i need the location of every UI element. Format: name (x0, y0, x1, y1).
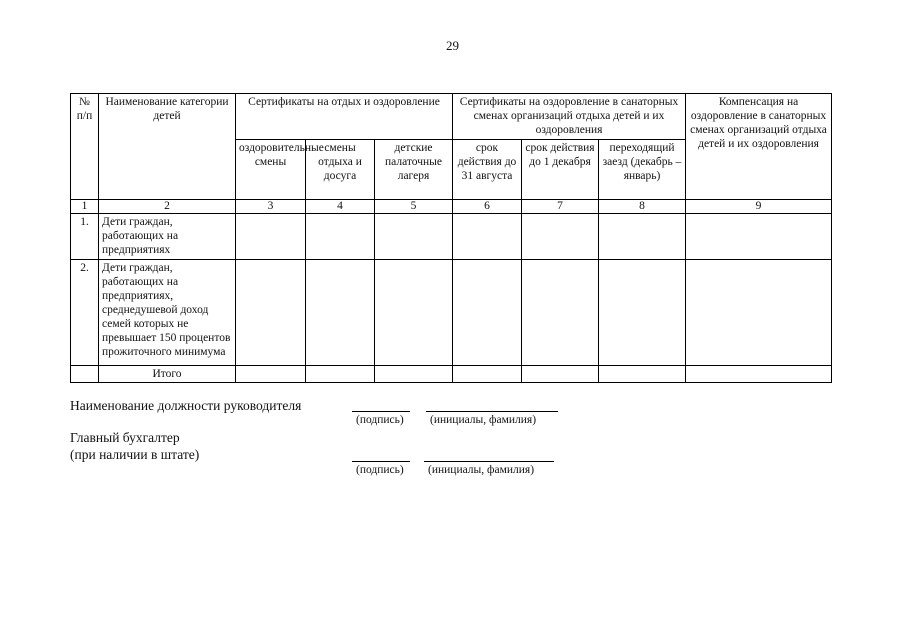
column-number: 2 (99, 200, 236, 214)
column-number-row (71, 200, 832, 214)
table-cell (71, 366, 99, 383)
header-num: № п/п (71, 94, 99, 200)
total-row (71, 366, 832, 383)
header-sub-leisure-shifts: смены отдыха и досуга (306, 140, 375, 200)
header-sub-tent-camps: детские палаточные лагеря (375, 140, 453, 200)
header-group-sanatorium: Сертификаты на оздоровление в санаторных сменах организаций отдыха детей и их оздоровления (453, 94, 686, 140)
table-cell (236, 260, 306, 366)
table-cell (236, 366, 306, 383)
column-number: 8 (599, 200, 686, 214)
header-sub-until-dec: срок действия до 1 декабря (522, 140, 599, 200)
table-cell (306, 260, 375, 366)
table-cell (236, 214, 306, 260)
row-number: 1. (71, 214, 99, 260)
table-cell (453, 260, 522, 366)
header-group-rest: Сертификаты на отдых и оздоровление (236, 94, 453, 140)
table-row (71, 260, 832, 366)
column-number: 1 (71, 200, 99, 214)
head-name-caption: (инициалы, фамилия) (430, 414, 537, 426)
page-number: 29 (446, 38, 459, 53)
column-number: 5 (375, 200, 453, 214)
report-table (70, 93, 832, 383)
header-row-1 (71, 94, 832, 140)
table-cell (686, 214, 832, 260)
header-sub-transitional: переходящий заезд (декабрь – январь) (599, 140, 686, 200)
accountant-title: Главный бухгалтер (70, 430, 180, 445)
table-cell (599, 260, 686, 366)
accountant-name-line (424, 461, 554, 462)
column-number: 3 (236, 200, 306, 214)
table-cell (599, 366, 686, 383)
accountant-signature-line (352, 461, 410, 462)
accountant-note: (при наличии в штате) (70, 447, 200, 462)
table-cell (686, 260, 832, 366)
table-cell (375, 260, 453, 366)
column-number: 9 (686, 200, 832, 214)
head-signature-line (352, 411, 410, 412)
table-cell (453, 214, 522, 260)
header-category: Наименование категории детей (99, 94, 236, 200)
head-name-line (426, 411, 558, 412)
table-cell (306, 214, 375, 260)
head-signature-caption: (подпись) (356, 414, 404, 426)
header-compensation: Компенсация на оздоровление в санаторных сменах организаций отдыха детей и их оздоровления (686, 94, 832, 200)
table-cell (375, 214, 453, 260)
table-cell (686, 366, 832, 383)
table-cell (522, 214, 599, 260)
table-cell (453, 366, 522, 383)
accountant-name-caption: (инициалы, фамилия) (428, 464, 535, 476)
row-number: 2. (71, 260, 99, 366)
column-number: 4 (306, 200, 375, 214)
table-row (71, 214, 832, 260)
column-number: 6 (453, 200, 522, 214)
header-sub-until-aug: срок действия до 31 августа (453, 140, 522, 200)
accountant-signature-caption: (подпись) (356, 464, 404, 476)
table-cell (599, 214, 686, 260)
table-cell (306, 366, 375, 383)
table-cell (375, 366, 453, 383)
total-label: Итого (99, 366, 236, 383)
column-number: 7 (522, 200, 599, 214)
row-category: Дети граждан, работающих на предприятиях, среднедушевой доход семей которых не превышает 150 процентов прожиточного минимума (99, 260, 236, 366)
row-category: Дети граждан, работающих на предприятиях (99, 214, 236, 260)
table-cell (522, 366, 599, 383)
header-sub-recovery-shifts: оздоровительные смены (236, 140, 306, 200)
table-cell (522, 260, 599, 366)
head-position-title: Наименование должности руководителя (70, 398, 302, 413)
